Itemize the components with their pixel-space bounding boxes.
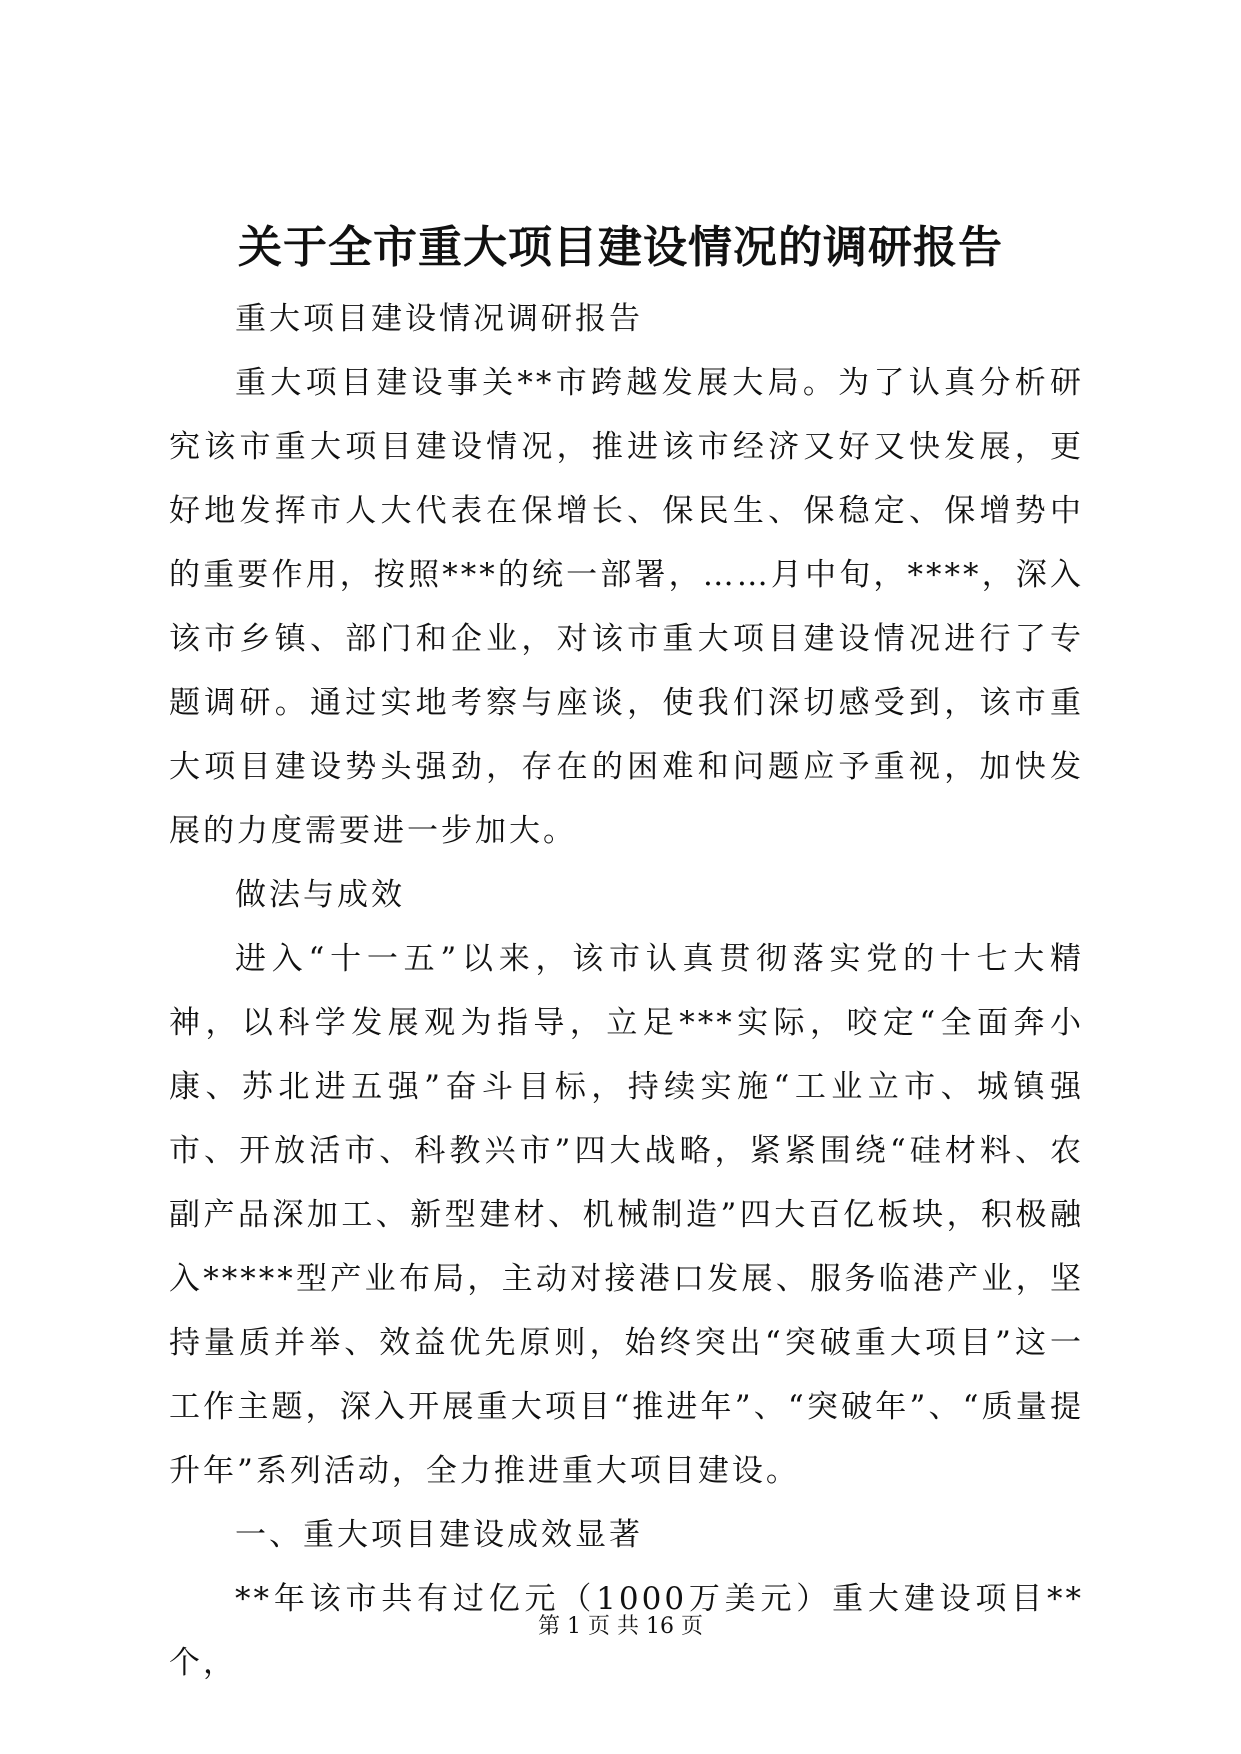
- section-heading-results: 一、重大项目建设成效显著: [235, 1517, 643, 1553]
- page-number-footer: 第 1 页 共 16 页: [538, 1614, 703, 1639]
- intro-paragraph: 重大项目建设事关**市跨越发展大局。为了认真分析研究该市重大项目建设情况，推进该市经济又好又快发展，更好地发挥市人大代表在保增长、保民生、保稳定、保增势中的重要作用，按照***的统一部署，……月中旬，****，深入该市乡镇、部门和企业，对该市重大项目建设情况进行了专题调研。通过实地考察与座谈，使我们深切感受到，该市重大项目建设势头强劲，存在的困难和问题应予重视，加快发展的力度需要进一步加大。: [169, 365, 1084, 849]
- practices-paragraph: 进入“十一五”以来，该市认真贯彻落实党的十七大精神，以科学发展观为指导，立足***实际，咬定“全面奔小康、苏北进五强”奋斗目标，持续实施“工业立市、城镇强市、开放活市、科教兴市”四大战略，紧紧围绕“硅材料、农副产品深加工、新型建材、机械制造”四大百亿板块，积极融入*****型产业布局，主动对接港口发展、服务临港产业，坚持量质并举、效益优先原则，始终突出“突破重大项目”这一工作主题，深入开展重大项目“推进年”、“突破年”、“质量提升年”系列活动，全力推进重大项目建设。: [169, 941, 1084, 1489]
- document-body: [169, 287, 1084, 1695]
- results-paragraph: **年该市共有过亿元（1000万美元）重大建设项目**个，: [169, 1581, 1084, 1681]
- section-heading-practices: 做法与成效: [235, 877, 405, 913]
- subtitle-paragraph: 重大项目建设情况调研报告: [235, 301, 643, 337]
- document-title: 关于全市重大项目建设情况的调研报告: [238, 222, 1003, 273]
